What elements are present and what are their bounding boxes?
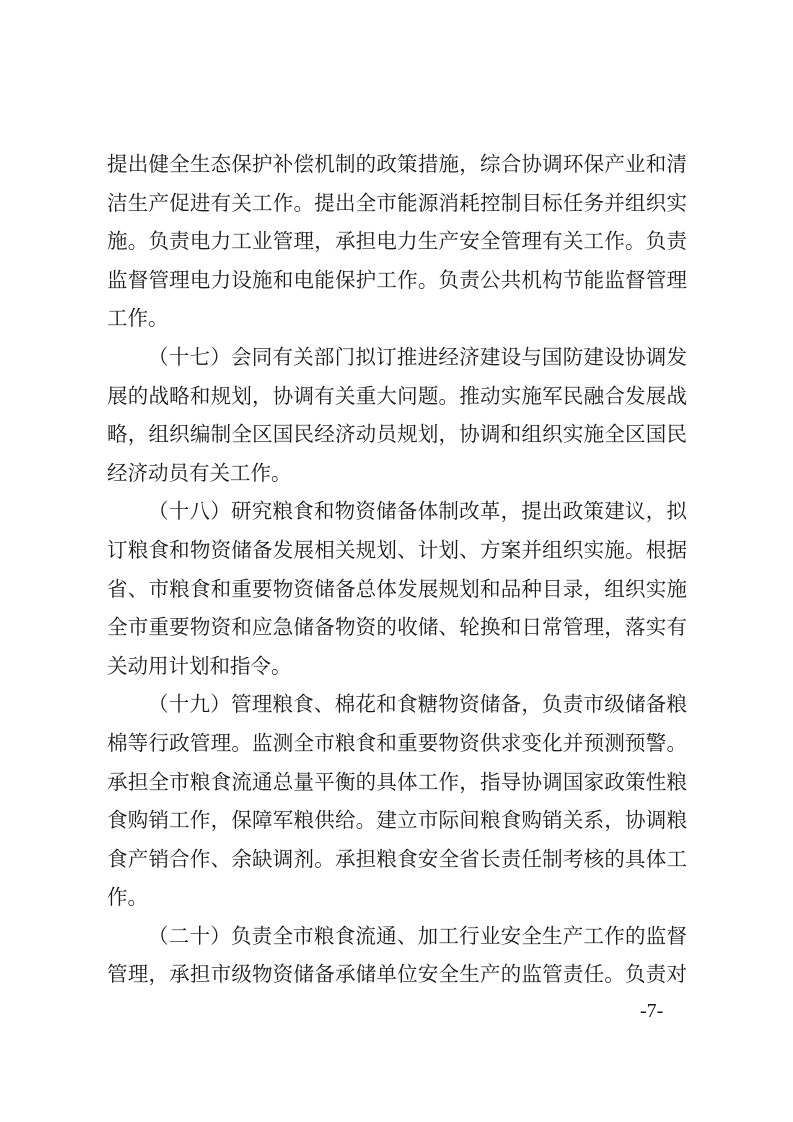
text-line: 经济动员有关工作。 [107, 460, 292, 485]
page-number: -7- [640, 1000, 664, 1022]
text-line: 提出健全生态保护补偿机制的政策措施，综合协调环保产业和清 [107, 152, 687, 176]
body-text [107, 145, 687, 994]
text-line: 洁生产促进有关工作。提出全市能源消耗控制目标任务并组织实 [107, 190, 687, 215]
text-line: 展的战略和规划，协调有关重大问题。推动实施军民融合发展战 [107, 383, 687, 408]
text-line: 关动用计划和指令。 [107, 653, 292, 678]
text-line: 订粮食和物资储备发展相关规划、计划、方案并组织实施。根据 [107, 537, 687, 562]
text-line: 监督管理电力设施和电能保护工作。负责公共机构节能监督管理 [107, 267, 687, 292]
text-line: 管理，承担市级物资储备承储单位安全生产的监管责任。负责对 [107, 962, 687, 987]
paragraph-17-start: （十七）会同有关部门拟订推进经济建设与国防建设协调发 [148, 344, 687, 369]
paragraph-18-start: （十八）研究粮食和物资储备体制改革，提出政策建议，拟 [148, 499, 687, 524]
text-line: 食购销工作，保障军粮供给。建立市际间粮食购销关系，协调粮 [107, 808, 687, 833]
text-line: 省、市粮食和重要物资储备总体发展规划和品种目录，组织实施 [107, 576, 687, 601]
paragraph-20-start: （二十）负责全市粮食流通、加工行业安全生产工作的监督 [148, 923, 687, 948]
text-line: 施。负责电力工业管理，承担电力生产安全管理有关工作。负责 [107, 229, 687, 254]
text-line: 食产销合作、余缺调剂。承担粮食安全省长责任制考核的具体工 [107, 846, 687, 871]
text-line: 承担全市粮食流通总量平衡的具体工作，指导协调国家政策性粮 [107, 769, 687, 794]
text-line: 作。 [107, 885, 148, 910]
text-line: 棉等行政管理。监测全市粮食和重要物资供求变化并预测预警。 [107, 730, 687, 755]
text-line: 工作。 [107, 306, 169, 331]
text-line: 全市重要物资和应急储备物资的收储、轮换和日常管理，落实有 [107, 615, 687, 640]
text-line: 略，组织编制全区国民经济动员规划，协调和组织实施全区国民 [107, 422, 687, 447]
paragraph-19-start: （十九）管理粮食、棉花和食糖物资储备，负责市级储备粮 [148, 692, 687, 717]
